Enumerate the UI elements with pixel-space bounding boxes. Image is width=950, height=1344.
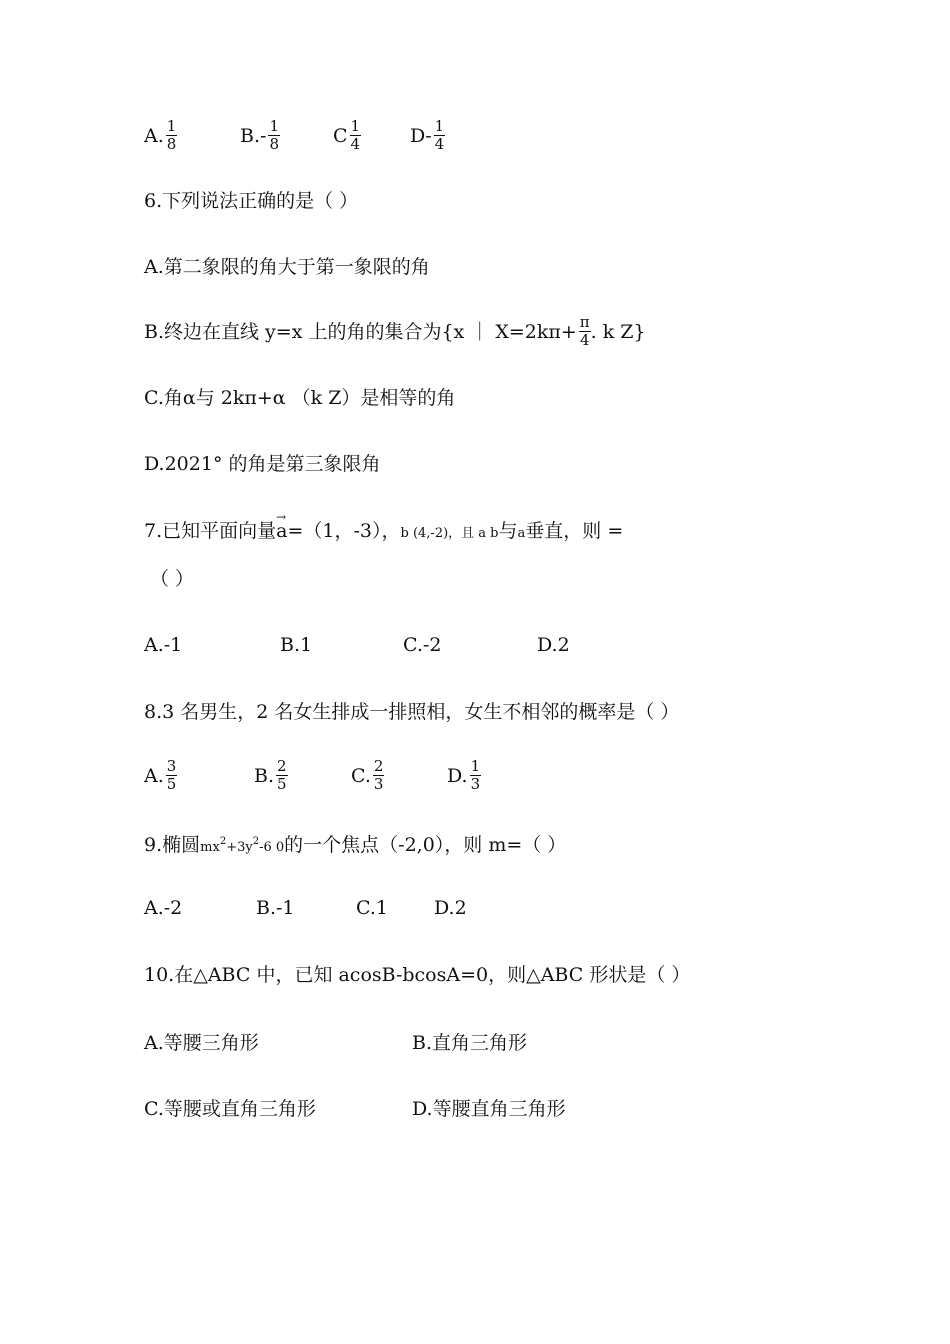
fraction: $\frac{1}{4}$: [350, 117, 361, 153]
q7-stem: 7.已知平面向量 → a=（1，-3），b (4,-2)，且 a b与a垂直，则 =: [144, 510, 624, 542]
q9-option-b: B.-1: [256, 897, 295, 919]
vector-a: → a: [276, 510, 288, 542]
q5-option-d: D - $\frac{1}{4}$: [410, 117, 445, 153]
q9-option-a: A.-2: [144, 897, 183, 919]
q5-option-a: A. $\frac{1}{8}$: [144, 117, 177, 153]
q10-option-b: B.直角三角形: [412, 1032, 528, 1054]
q8-option-c: C. $\frac{2}{3}$: [351, 757, 384, 793]
fraction: $\frac{1}{8}$: [166, 117, 177, 153]
q7-option-d: D.2: [537, 634, 570, 656]
fraction: $\frac{1}{3}$: [470, 757, 481, 793]
q7-option-c: C.-2: [403, 634, 442, 656]
q6-stem: 6.下列说法正确的是（ ）: [144, 190, 359, 212]
q6-option-c: C.角α与 2kπ+α （k Z）是相等的角: [144, 387, 456, 409]
q5-option-c: C $\frac{1}{4}$: [333, 117, 361, 153]
ellipse-equation: $mx^2+3y^2-6$ 0: [200, 836, 285, 855]
q7-option-b: B.1: [280, 634, 313, 656]
q8-stem: 8.3 名男生，2 名女生排成一排照相，女生不相邻的概率是（ ）: [144, 701, 680, 723]
q7-option-a: A.-1: [144, 634, 183, 656]
q9-stem: 9.椭圆$mx^2+3y^2-6$ 0的一个焦点（-2,0），则 m=（ ）: [144, 834, 567, 856]
fraction: $\frac{1}{8}$: [269, 117, 279, 153]
q6-option-d: D.2021° 的角是第三象限角: [144, 453, 381, 475]
q7-paren: （ ）: [150, 568, 195, 590]
q10-stem: 10.在△ABC 中，已知 acosB-bcosA=0，则△ABC 形状是（ ）: [144, 964, 691, 986]
fraction: $\frac{1}{4}$: [434, 117, 445, 153]
fraction: $\frac{2}{3}$: [373, 757, 384, 793]
fraction: $\frac{3}{5}$: [166, 757, 177, 793]
q9-option-c: C.1: [356, 897, 388, 919]
q5-option-b: B. - $\frac{1}{8}$: [240, 117, 279, 153]
q8-option-b: B. $\frac{2}{5}$: [254, 757, 287, 793]
q10-option-c: C.等腰或直角三角形: [144, 1098, 316, 1120]
q9-option-d: D.2: [434, 897, 467, 919]
q6-option-b: B.终边在直线 y=x 上的角的集合为{x ｜ X=2kπ+ $\frac{\pi}{4}$ . k Z}: [144, 313, 646, 349]
q8-option-d: D. $\frac{1}{3}$: [447, 757, 481, 793]
fraction: $\frac{2}{5}$: [277, 757, 287, 793]
q6-option-a: A.第二象限的角大于第一象限的角: [144, 256, 430, 278]
q8-option-a: A. $\frac{3}{5}$: [144, 757, 177, 793]
fraction: $\frac{\pi}{4}$: [579, 313, 590, 349]
q10-option-d: D.等腰直角三角形: [412, 1098, 566, 1120]
q10-option-a: A.等腰三角形: [144, 1032, 259, 1054]
